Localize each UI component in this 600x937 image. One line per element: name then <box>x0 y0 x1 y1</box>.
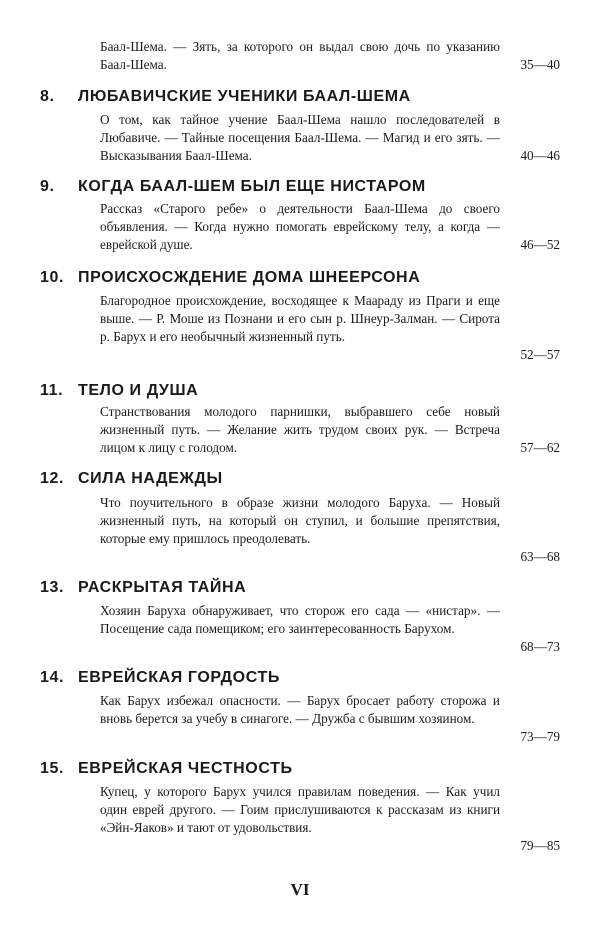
entry-15-heading <box>40 759 560 779</box>
entry-11-number: 11. <box>40 382 64 399</box>
entry-8-pages: 40—46 <box>520 148 560 163</box>
entry-8-title: ЛЮБАВИЧСКИЕ УЧЕНИКИ БААЛ-ШЕМА <box>78 88 411 105</box>
entry-15-description: Купец, у которого Барух учился правилам поведения. — Как учил один еврей другого. — Гоим прислушиваются к рассказам из книги «Эйн-Яаков» и тают от удовольствия. <box>100 784 500 835</box>
entry-14-number: 14. <box>40 669 65 686</box>
entry-13-pages: 68—73 <box>520 639 560 654</box>
entry-0-description: Баал-Шема. — Зять, за которого он выдал свою дочь по указанию Баал-Шема. <box>100 39 500 72</box>
entry-9-title: КОГДА БААЛ-ШЕМ БЫЛ ЕЩЕ НИСТАРОМ <box>78 178 426 195</box>
entry-0-pages: 35—40 <box>520 57 560 72</box>
page-number: VI <box>290 880 310 899</box>
entry-10-title: ПРОИСХОСЖДЕНИЕ ДОМА ШНЕЕРСОНА <box>78 269 421 286</box>
entry-8-description: О том, как тайное учение Баал-Шема нашло последователей в Любавиче. — Тайные посещения Баал-Шема. — Магид и его зять. — Высказывания Баал-Шема. <box>100 112 500 163</box>
entry-14-pages: 73—79 <box>520 729 560 744</box>
entry-12-heading <box>40 469 560 489</box>
entry-10-description: Благородное происхождение, восходящее к Маараду из Праги и еще выше. — Р. Моше из Познани и его сын р. Шнеур-Залман. — Сирота р. Барух и его необычный жизненный путь. <box>100 293 500 344</box>
entry-12-pages: 63—68 <box>520 549 560 564</box>
entry-8-number: 8. <box>40 88 55 105</box>
entry-10-heading <box>40 268 560 288</box>
entry-11-pages: 57—62 <box>520 440 560 455</box>
entry-14-title: ЕВРЕЙСКАЯ ГОРДОСТЬ <box>78 669 280 686</box>
entry-12-description: Что поучительного в образе жизни молодого Баруха. — Новый жизненный путь, на который он ступил, и большие препятствия, которые ему пришлось преодолевать. <box>100 495 500 546</box>
entry-10-number: 10. <box>40 269 65 286</box>
entry-9-pages: 46—52 <box>520 237 560 252</box>
entry-14-description: Как Барух избежал опасности. — Барух бросает работу сторожа и вновь берется за учебу в синагоге. — Дружба с бывшим хозяином. <box>100 693 500 726</box>
entry-11-heading <box>40 381 560 401</box>
entry-11-title: ТЕЛО И ДУША <box>78 382 199 399</box>
entry-12-title: СИЛА НАДЕЖДЫ <box>78 470 223 487</box>
entry-15-pages: 79—85 <box>520 838 560 853</box>
entry-11-description: Странствования молодого парнишки, выбравшего себе новый жизненный путь. — Желание жить трудом своих рук. — Встреча лицом к лицу с голодом. <box>100 404 500 455</box>
entry-9-number: 9. <box>40 178 55 195</box>
entry-15-title: ЕВРЕЙСКАЯ ЧЕСТНОСТЬ <box>78 760 293 777</box>
entry-9-heading <box>40 177 560 197</box>
entry-13-number: 13. <box>40 579 65 596</box>
entry-13-heading <box>40 578 560 598</box>
entry-10-pages: 52—57 <box>520 347 560 362</box>
entry-12-number: 12. <box>40 470 65 487</box>
entry-13-description: Хозяин Баруха обнаруживает, что сторож его сада — «нистар». — Посещение сада помещиком; его заинтересованность Барухом. <box>100 603 500 636</box>
entry-15-number: 15. <box>40 760 65 777</box>
entry-8-heading <box>40 87 560 107</box>
entry-14-heading <box>40 668 560 688</box>
entry-13-title: РАСКРЫТАЯ ТАЙНА <box>78 579 247 596</box>
entry-9-description: Рассказ «Старого ребе» о деятельности Баал-Шема до своего объявления. — Когда нужно помогать еврейскому телу, а когда — еврейской душе. <box>100 201 500 252</box>
